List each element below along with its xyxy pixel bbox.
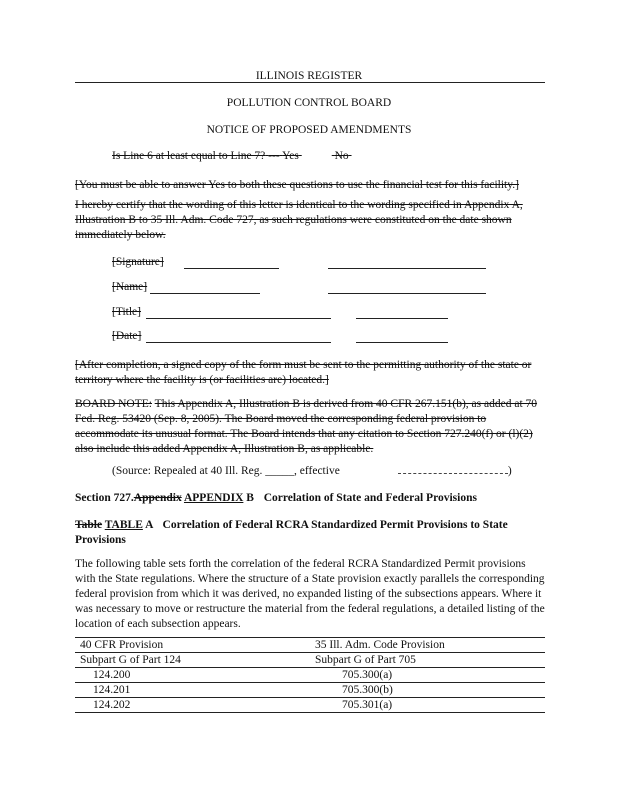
row-state: 705.300(a) [310,668,545,683]
certification-text: I hereby certify that the wording of this letter is identical to the wording specified in Appendix A, Illustration B to 35 Ill. Adm. Code 727, as such regulations were constituted on the date shown immediately below. [75,199,523,241]
subpart-state: Subpart G of Part 705 [310,653,545,668]
table-header-row [75,638,545,653]
board-note-text: This Appendix A, Illustration B is derived from 40 CFR 267.151(b), as added at 70 Fed. Reg. 53420 (Sep. 8, 2005). The Board moved the corresponding federal provision to accommodate its unusual format. The Board intends that any citation to Section 727.240(f) or (l)(2) also include this added Appendix A, Illustration B, as applicable. [75,398,538,455]
register-title: ILLINOIS REGISTER [255,70,363,82]
question-yes: Yes [282,150,299,162]
header-rule [75,82,545,83]
date-label: [Date] [112,330,142,342]
section-number: Section 727. [75,492,134,504]
header-state: 35 Ill. Adm. Code Provision [310,638,545,653]
table-subpart-row [75,653,545,668]
row-federal: 124.200 [75,668,310,683]
date-line [146,342,331,343]
instruction-text: [You must be able to answer Yes to both these questions to use the financial test for this facility.] [75,179,519,191]
row-federal: 124.201 [75,683,310,698]
row-federal: 124.202 [75,698,310,713]
board-note [75,397,545,457]
intro-paragraph: The following table sets forth the correlation of the federal RCRA Standardized Permit provisions with the State regulations. Where the structure of a State provision exactly parallels the corresponding federal provision from which it was derived, no expanded listing of the subsections appears. Where it was necessary to move or restructure the material from the federal regulations, a detailed listing of the location of each subsection appears. [75,558,545,630]
source-prefix: (Source: Repealed at 40 Ill. Reg. _____ [112,465,295,477]
notice-title: NOTICE OF PROPOSED AMENDMENTS [206,124,412,136]
after-completion-text: [After completion, a signed copy of the form must be sent to the permitting authority of the state or territory where the facility is (or facilities are) located.] [75,359,532,386]
table-heading-new: TABLE [104,519,143,531]
title-line [146,318,331,319]
section-letter: B [246,492,254,504]
name-label: [Name] [112,281,148,293]
name-line-right [328,293,486,294]
board-note-label: BOARD NOTE: [75,398,152,410]
date-line-right [356,342,448,343]
header-federal: 40 CFR Provision [75,638,310,653]
table-row [75,683,545,698]
section-title: Correlation of State and Federal Provisions [263,492,477,504]
section-heading [75,492,477,504]
question-no: No [334,150,349,162]
table-row [75,698,545,713]
section-new-word: APPENDIX [183,492,244,504]
title-line-right [356,318,448,319]
source-note [112,465,512,477]
table-heading [75,518,545,548]
question-sep: --- [268,150,280,162]
row-state: 705.300(b) [310,683,545,698]
section-old-word: Appendix [133,492,182,504]
table-row [75,668,545,683]
title-label: [Title] [112,306,141,318]
correlation-table [75,637,545,713]
table-heading-title: Correlation of Federal RCRA Standardized Permit Provisions to State Provisions [75,519,508,546]
agency-title: POLLUTION CONTROL BOARD [226,97,392,109]
row-state: 705.301(a) [310,698,545,713]
subpart-federal: Subpart G of Part 124 [75,653,310,668]
question-text: Is Line 6 at least equal to Line 7? [112,150,266,162]
signature-line-right [328,268,486,269]
name-line [150,293,260,294]
signature-label: [Signature] [112,256,164,268]
signature-line [184,268,279,269]
source-suffix: ) [507,465,512,477]
source-middle: , effective [294,465,340,477]
table-heading-old: Table [75,519,103,531]
line-question [112,150,386,162]
table-heading-letter: A [145,519,153,531]
